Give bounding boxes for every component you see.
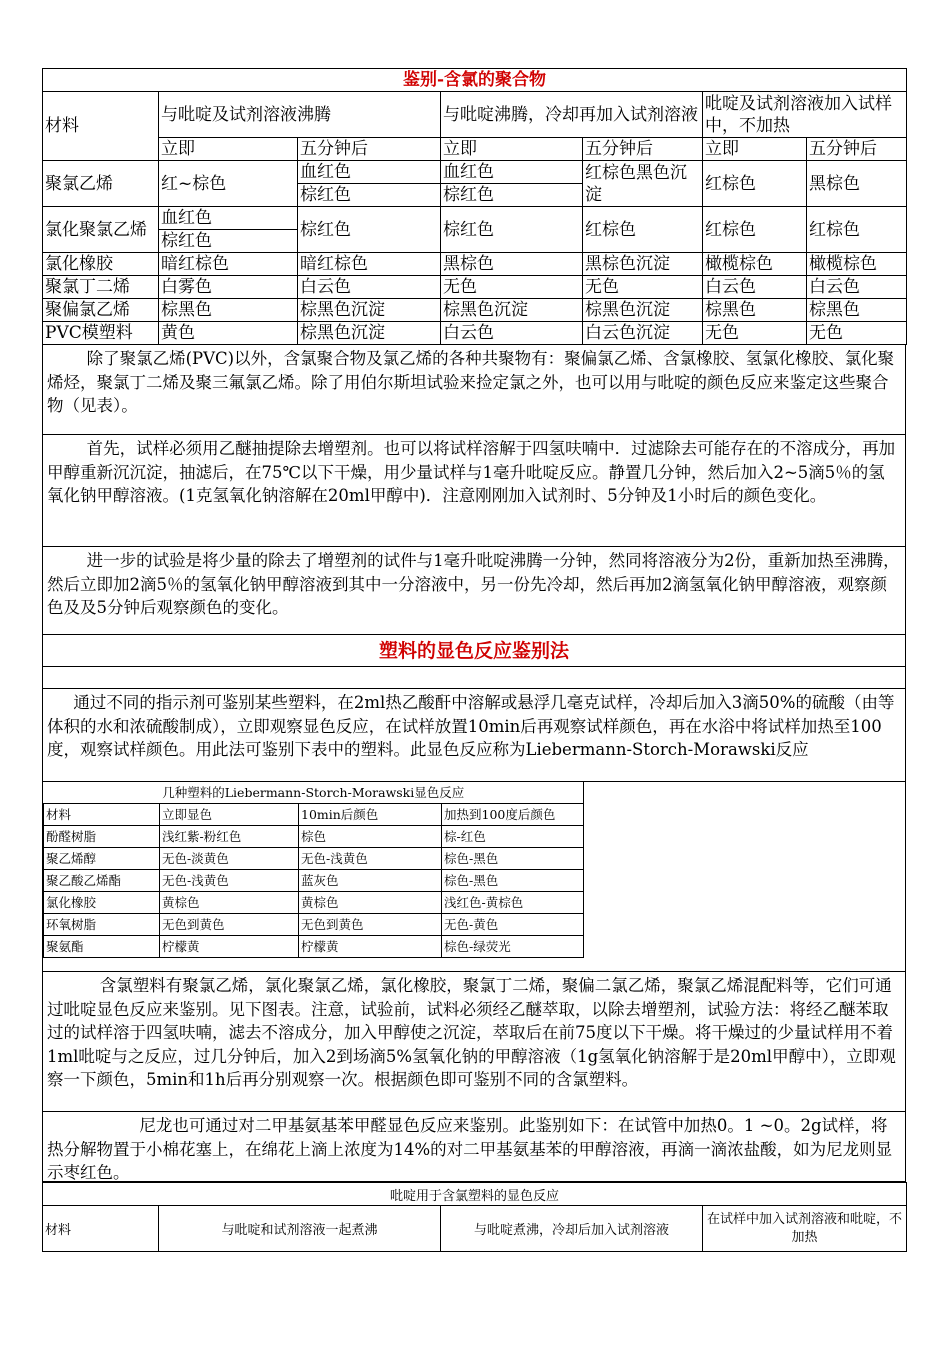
row-name: 聚氯乙烯 [43,161,159,207]
row-name: 氯化橡胶 [43,253,159,276]
lsm-header: 加热到100度后颜色 [442,804,584,826]
table-cell: 红棕色 [807,207,907,253]
chlorine-polymer-table [42,68,907,345]
lsm-cell: 黄棕色 [299,892,442,914]
table-cell: 棕黑色沉淀 [298,299,441,322]
lsm-header: 立即显色 [160,804,299,826]
lsm-cell: 柠檬黄 [160,936,299,958]
table-cell: 黑棕色 [441,253,583,276]
table-cell: 红棕色 [703,161,807,207]
lsm-cell: 棕-红色 [442,826,584,848]
table-cell: 无色 [441,276,583,299]
lsm-cell: 酚醛树脂 [44,826,160,848]
section-title: 塑料的显色反应鉴别法 [42,635,906,667]
table-cell: 橄榄棕色 [703,253,807,276]
table-cell: 棕黑色沉淀 [441,299,583,322]
lsm-cell: 无色到黄色 [299,914,442,936]
table-cell: 橄榄棕色 [807,253,907,276]
table-cell: 黑棕色 [807,161,907,207]
lsm-cell: 黄棕色 [160,892,299,914]
lsm-cell: 环氧树脂 [44,914,160,936]
row-name: PVC模塑料 [43,322,159,345]
table-cell: 白云色 [441,322,583,345]
table-cell: 红棕色 [703,207,807,253]
lsm-cell: 浅红色-黄棕色 [442,892,584,914]
table-cell: 棕黑色沉淀 [298,322,441,345]
pyridine-header: 与吡啶煮沸，冷却后加入试剂溶液 [441,1206,703,1252]
lsm-cell: 棕色-绿荧光 [442,936,584,958]
lsm-cell: 聚乙酸乙烯酯 [44,870,160,892]
table-cell: 白云色 [807,276,907,299]
lsm-cell: 蓝灰色 [299,870,442,892]
group-header-2: 与吡啶沸腾，冷却再加入试剂溶液 [441,92,703,138]
table-cell: 棕黑色沉淀 [583,299,703,322]
lsm-header: 10min后颜色 [299,804,442,826]
lsm-cell: 氯化橡胶 [44,892,160,914]
table-cell: 棕黑色 [159,299,298,322]
table-cell: 血红色 [441,161,583,184]
lsm-cell: 棕色-黑色 [442,848,584,870]
lsm-cell: 聚氨酯 [44,936,160,958]
table-cell: 白云色沉淀 [583,322,703,345]
subheader: 立即 [159,138,298,161]
lsm-header: 材料 [44,804,160,826]
lsm-table-caption: 几种塑料的Liebermann-Storch-Morawski显色反应 [44,782,584,804]
table-cell: 白云色 [298,276,441,299]
table-cell: 暗红棕色 [159,253,298,276]
row-name: 聚氯丁二烯 [43,276,159,299]
paragraph-procedure: 首先，试样必须用乙醚抽提除去增塑剂。也可以将试样溶解于四氢呋喃中．过滤除去可能存在的不溶成分，再加甲醇重新沉沉淀，抽滤后，在75℃以下干燥，用少量试样与1毫升吡啶反应。静置几分钟，然后加入2~5滴5％的氢氧化钠甲醇溶液。(1克氢氧化钠溶解在20ml甲醇中)．注意刚刚加入试剂时、5分钟及1小时后的颜色变化。 [42,435,906,547]
lsm-cell: 无色-浅黄色 [160,870,299,892]
table-cell: 白云色 [703,276,807,299]
table-cell: 无色 [807,322,907,345]
table-cell: 黑棕色沉淀 [583,253,703,276]
table-cell: 血红色 [298,161,441,184]
table-cell: 暗红棕色 [298,253,441,276]
table-cell: 红棕色黑色沉淀 [583,161,703,207]
table-cell: 棕红色 [298,207,441,253]
pyridine-header: 与吡啶和试剂溶液一起煮沸 [159,1206,441,1252]
subheader: 立即 [703,138,807,161]
table-cell: 红棕色 [583,207,703,253]
table-cell: 棕黑色 [807,299,907,322]
group-header-1: 与吡啶及试剂溶液沸腾 [159,92,441,138]
lsm-cell: 棕色-黑色 [442,870,584,892]
header-material: 材料 [43,92,159,161]
subheader: 立即 [441,138,583,161]
table-cell: 红~棕色 [159,161,298,207]
paragraph-lsm-intro: 通过不同的指示剂可鉴别某些塑料，在2ml热乙酸酐中溶解或悬浮几毫克试样，冷却后加入3滴50%的硫酸（由等体积的水和浓硫酸制成），立即观察显色反应，在试样放置10min后再观察试样颜色，再在水浴中将试样加热至100度，观察试样颜色。用此法可鉴别下表中的塑料。此显色反应称为Liebermann-Storch-Morawski反应 [42,689,906,782]
row-name: 聚偏氯乙烯 [43,299,159,322]
table-cell: 白雾色 [159,276,298,299]
table-title: 鉴别-含氯的聚合物 [43,69,907,92]
pyridine-table [42,1182,907,1252]
table-cell: 棕红色 [441,184,583,207]
table-cell: 棕红色 [159,230,298,253]
paragraph-chlorine-plastics: 含氯塑料有聚氯乙烯，氯化聚氯乙烯，氯化橡胶，聚氯丁二烯，聚偏二氯乙烯，聚氯乙烯混配料等，它们可通过吡啶显色反应来鉴别。见下图表。注意，试验前，试料必须经乙醚萃取，以除去增塑剂，试验方法：将经乙醚苯取过的试样溶于四氢呋喃，滤去不溶成分，加入甲醇使之沉淀，萃取后在前75度以下干燥。将干燥过的少量试样用不着1ml吡啶与之反应，过几分钟后，加入2到场滴5%氢氧化钠的甲醇溶液（1g氢氧化钠溶解于是20ml甲醇中），立即观察一下颜色，5min和1h后再分别观察一次。根据颜色即可鉴别不同的含氯塑料。 [42,972,906,1112]
table-cell: 棕黑色 [703,299,807,322]
paragraph-nylon: 尼龙也可通过对二甲基氨基苯甲醛显色反应来鉴别。此鉴别如下：在试管中加热0。1 ~0。2g试样，将热分解物置于小棉花塞上，在绵花上滴上浓度为14%的对二甲基氨基苯的甲醇溶液，再滴一滴浓盐酸，如为尼龙则显示枣红色。 [42,1112,906,1182]
pyridine-table-caption: 吡啶用于含氯塑料的显色反应 [43,1183,907,1206]
paragraph-further-test: 进一步的试验是将少量的除去了增塑剂的试件与1毫升吡啶沸腾一分钟，然同将溶液分为2份，重新加热至沸腾，然后立即加2滴5％的氢氧化钠甲醇溶液到其中一分溶液中，另一份先冷却，然后再加2滴氢氧化钠甲醇溶液，观察颜色及及5分钟后观察颜色的变化。 [42,547,906,635]
lsm-cell: 无色-浅黄色 [299,848,442,870]
pyridine-header: 在试样中加入试剂溶液和吡啶，不加热 [703,1206,907,1252]
row-name: 氯化聚氯乙烯 [43,207,159,253]
lsm-cell: 无色到黄色 [160,914,299,936]
subheader: 五分钟后 [583,138,703,161]
lsm-table-area [42,782,906,972]
lsm-cell: 柠檬黄 [299,936,442,958]
lsm-cell: 无色-淡黄色 [160,848,299,870]
blank-row [42,667,906,689]
lsm-cell: 聚乙烯醇 [44,848,160,870]
subheader: 五分钟后 [298,138,441,161]
lsm-table [43,782,584,958]
table-cell: 无色 [583,276,703,299]
table-cell: 血红色 [159,207,298,230]
table-cell: 无色 [703,322,807,345]
spreadsheet-page [42,68,906,1252]
lsm-cell: 无色-黄色 [442,914,584,936]
lsm-cell: 棕色 [299,826,442,848]
table-cell: 黄色 [159,322,298,345]
paragraph-intro: 除了聚氯乙烯(PVC)以外，含氯聚合物及氯乙烯的各种共聚物有：聚偏氯乙烯、含氯橡胶、氢氯化橡胶、氯化聚烯烃，聚氯丁二烯及聚三氟氯乙烯。除了用伯尔斯坦试验来捡定氯之外，也可以用与吡啶的颜色反应来鉴定这些聚合物（见表）。 [42,345,906,435]
lsm-cell: 浅红紫-粉红色 [160,826,299,848]
table-cell: 棕红色 [298,184,441,207]
group-header-3: 吡啶及试剂溶液加入试样中，不加热 [703,92,907,138]
pyridine-header: 材料 [43,1206,159,1252]
table-cell: 棕红色 [441,207,583,253]
subheader: 五分钟后 [807,138,907,161]
